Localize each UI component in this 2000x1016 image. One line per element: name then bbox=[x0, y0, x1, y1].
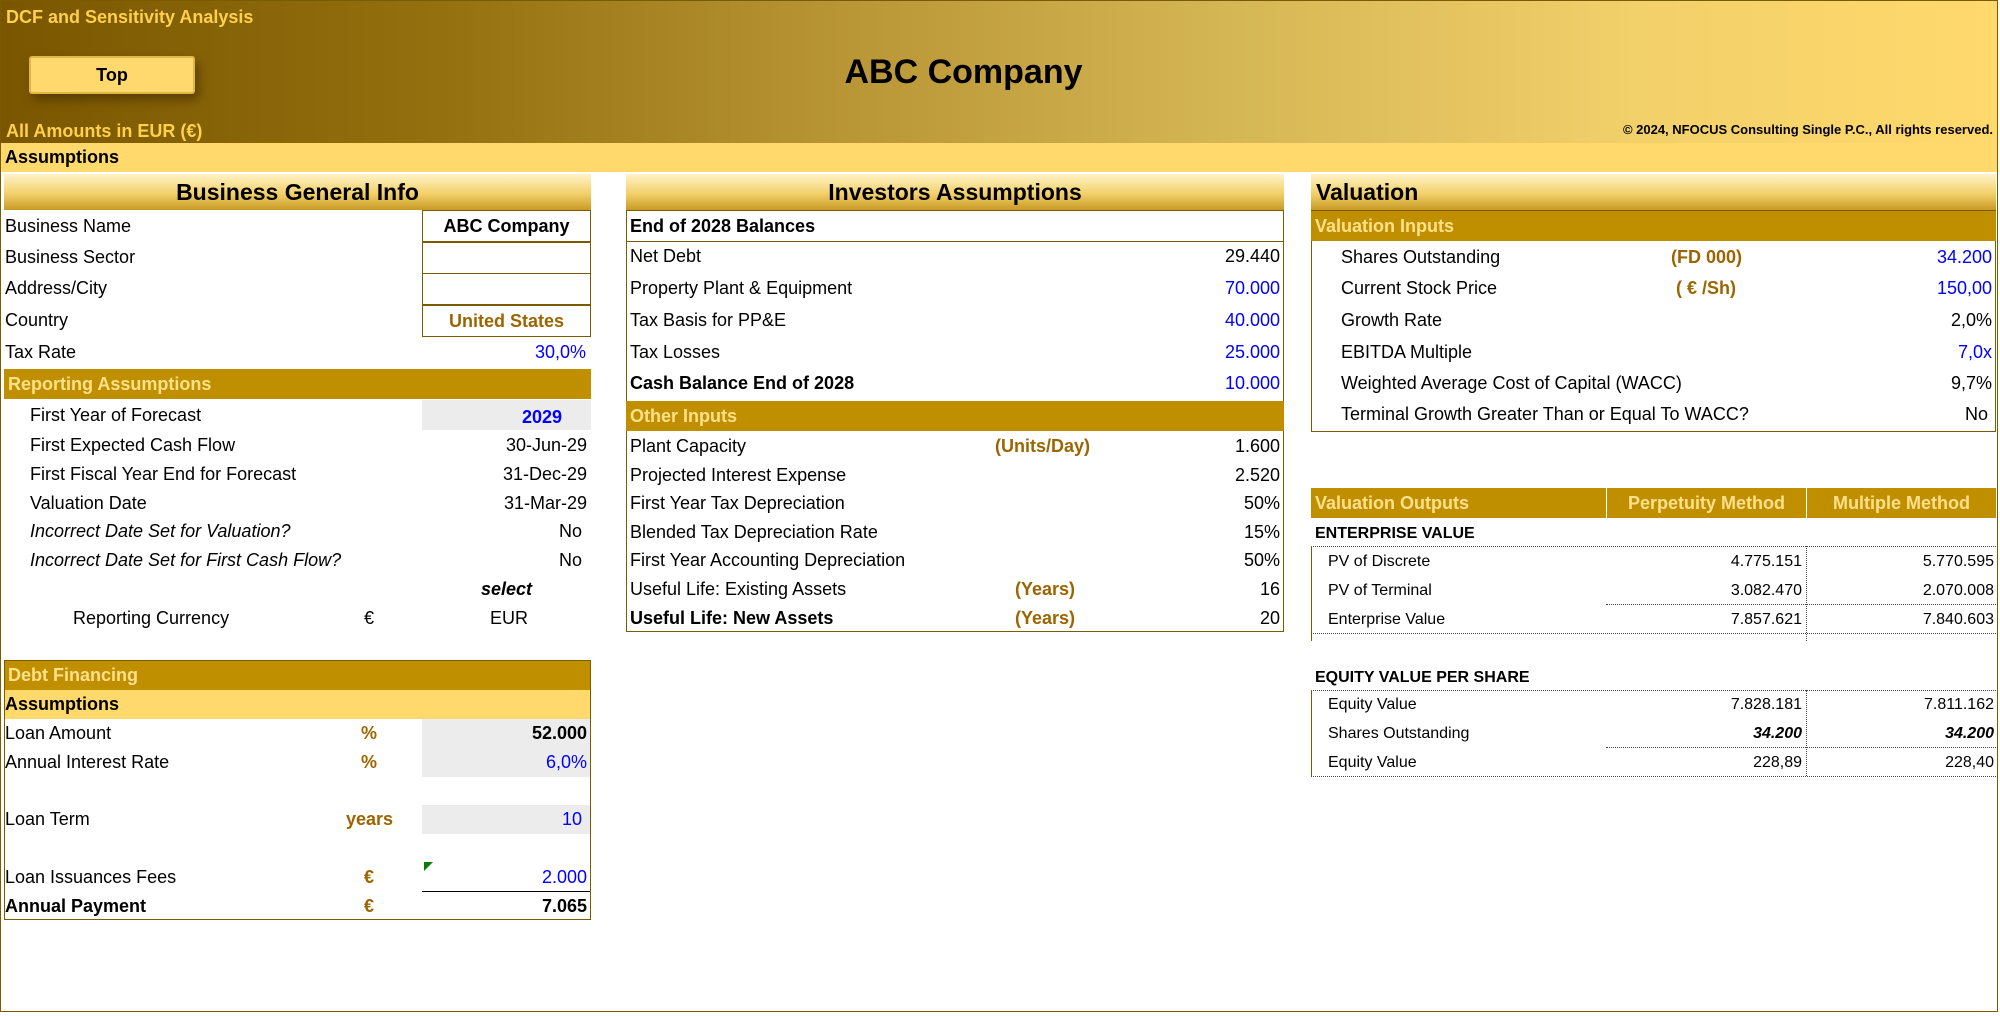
annual-payment-value: 7.065 bbox=[541, 896, 587, 916]
fiscal-year-end-label: First Fiscal Year End for Forecast bbox=[30, 464, 297, 484]
copyright-note: © 2024, NFOCUS Consulting Single P.C., All rights reserved. bbox=[1622, 122, 1993, 137]
reporting-currency-label: Reporting Currency bbox=[73, 608, 230, 628]
enterprise-value-multiple: 7.840.603 bbox=[1922, 611, 1994, 628]
multiple-column-header: Multiple Method bbox=[1806, 488, 1996, 518]
top-button[interactable]: Top bbox=[29, 56, 195, 94]
country-label: Country bbox=[5, 310, 69, 330]
net-debt-value: 29.440 bbox=[1224, 246, 1280, 266]
shares-outstanding-value[interactable]: 34.200 bbox=[1936, 247, 1992, 267]
shares-outstanding-label: Shares Outstanding bbox=[1341, 247, 1501, 267]
eq-shares-multiple: 34.200 bbox=[1945, 725, 1994, 742]
perpetuity-column-header: Perpetuity Method bbox=[1606, 488, 1806, 518]
first-year-tax-dep-value: 50% bbox=[1243, 493, 1280, 513]
useful-life-new-label: Useful Life: New Assets bbox=[630, 608, 834, 628]
equity-value-multiple: 7.811.162 bbox=[1924, 696, 1994, 713]
plant-capacity-label: Plant Capacity bbox=[630, 436, 747, 456]
terminal-growth-check-label: Terminal Growth Greater Than or Equal To WACC? bbox=[1341, 404, 1749, 424]
address-city-field[interactable] bbox=[422, 273, 591, 305]
equity-value-title: EQUITY VALUE PER SHARE bbox=[1315, 669, 1530, 686]
wacc-value: 9,7% bbox=[1950, 373, 1992, 393]
ebitda-multiple-value[interactable]: 7,0x bbox=[1957, 342, 1992, 362]
loan-fees-value[interactable]: 2.000 bbox=[541, 867, 587, 887]
valuation-date-label: Valuation Date bbox=[30, 493, 147, 513]
ev-left-rule bbox=[1311, 546, 1312, 641]
valuation-date-value: 31-Mar-29 bbox=[503, 493, 587, 513]
cash-balance-label: Cash Balance End of 2028 bbox=[630, 373, 855, 393]
debt-financing-box bbox=[4, 660, 591, 920]
cash-balance-value[interactable]: 10.000 bbox=[1224, 373, 1280, 393]
equity-per-share-multiple: 228,40 bbox=[1945, 754, 1994, 771]
annual-payment-unit: € bbox=[364, 896, 375, 916]
valuation-inputs-header: Valuation Inputs bbox=[1311, 211, 1996, 241]
pv-terminal-multiple: 2.070.008 bbox=[1922, 582, 1994, 599]
interest-expense-label: Projected Interest Expense bbox=[630, 465, 847, 485]
incorrect-valuation-date-label: Incorrect Date Set for Valuation? bbox=[30, 521, 291, 541]
annual-payment-label: Annual Payment bbox=[5, 896, 147, 916]
loan-fees-unit: € bbox=[364, 867, 375, 887]
incorrect-cash-flow-date-value: No bbox=[558, 550, 582, 570]
interest-rate-label: Annual Interest Rate bbox=[5, 752, 170, 772]
pv-discrete-multiple: 5.770.595 bbox=[1922, 553, 1994, 570]
blended-tax-dep-value: 15% bbox=[1243, 522, 1280, 542]
amounts-note: All Amounts in EUR (€) bbox=[6, 121, 203, 141]
country-field[interactable]: United States bbox=[422, 305, 591, 337]
other-inputs-header: Other Inputs bbox=[626, 401, 1284, 431]
first-cash-flow-value: 30-Jun-29 bbox=[505, 435, 587, 455]
first-year-label: First Year of Forecast bbox=[30, 405, 202, 425]
first-year-tax-dep-label: First Year Tax Depreciation bbox=[630, 493, 845, 513]
useful-life-new-unit: (Years) bbox=[1015, 608, 1076, 628]
useful-life-existing-unit: (Years) bbox=[1015, 579, 1076, 599]
debt-financing-header: Debt Financing bbox=[4, 660, 591, 690]
net-debt-label: Net Debt bbox=[630, 246, 702, 266]
first-cash-flow-label: First Expected Cash Flow bbox=[30, 435, 236, 455]
loan-amount-value[interactable]: 52.000 bbox=[531, 723, 587, 743]
plant-capacity-unit: (Units/Day) bbox=[995, 436, 1091, 456]
equity-value-perpetuity: 7.828.181 bbox=[1730, 696, 1802, 713]
shares-outstanding-unit: (FD 000) bbox=[1671, 247, 1743, 267]
tax-basis-label: Tax Basis for PP&E bbox=[630, 310, 787, 330]
growth-rate-value: 2,0% bbox=[1950, 310, 1992, 330]
ev-bottom-rule bbox=[1311, 633, 1996, 634]
currency-select[interactable]: EUR bbox=[490, 608, 529, 628]
ppe-value[interactable]: 70.000 bbox=[1224, 278, 1280, 298]
equity-per-share-label: Equity Value bbox=[1328, 754, 1417, 771]
business-sector-field[interactable] bbox=[422, 242, 591, 274]
growth-rate-label: Growth Rate bbox=[1341, 310, 1443, 330]
useful-life-existing-value: 16 bbox=[1259, 579, 1280, 599]
first-year-acct-dep-value: 50% bbox=[1243, 550, 1280, 570]
company-title: ABC Company bbox=[844, 53, 1083, 91]
tax-basis-value[interactable]: 40.000 bbox=[1224, 310, 1280, 330]
equity-per-share-perpetuity: 228,89 bbox=[1753, 754, 1802, 771]
eq-shares-outstanding-label: Shares Outstanding bbox=[1328, 725, 1470, 742]
ebitda-multiple-label: EBITDA Multiple bbox=[1341, 342, 1473, 362]
pv-terminal-perpetuity: 3.082.470 bbox=[1730, 582, 1802, 599]
loan-term-value[interactable]: 10 bbox=[561, 809, 582, 829]
debt-assumptions-label: Assumptions bbox=[5, 694, 120, 714]
loan-amount-unit: % bbox=[361, 723, 378, 743]
assumptions-bar: Assumptions bbox=[1, 143, 1997, 172]
pv-discrete-label: PV of Discrete bbox=[1328, 553, 1431, 570]
enterprise-value-perpetuity: 7.857.621 bbox=[1730, 611, 1802, 628]
select-label: select bbox=[480, 579, 532, 599]
first-year-acct-dep-label: First Year Accounting Depreciation bbox=[630, 550, 906, 570]
valuation-header: Valuation bbox=[1311, 174, 1996, 210]
incorrect-valuation-date-value: No bbox=[558, 521, 582, 541]
pv-discrete-perpetuity: 4.775.151 bbox=[1730, 553, 1802, 570]
loan-term-unit: years bbox=[346, 809, 394, 829]
tax-losses-label: Tax Losses bbox=[630, 342, 721, 362]
investors-header: Investors Assumptions bbox=[626, 174, 1284, 210]
address-city-label: Address/City bbox=[5, 278, 108, 298]
wacc-label: Weighted Average Cost of Capital (WACC) bbox=[1341, 373, 1682, 393]
business-name-field[interactable]: ABC Company bbox=[422, 210, 591, 242]
business-sector-label: Business Sector bbox=[5, 247, 136, 267]
loan-fees-label: Loan Issuances Fees bbox=[5, 867, 177, 887]
sheet-title: DCF and Sensitivity Analysis bbox=[6, 7, 254, 27]
useful-life-new-value: 20 bbox=[1259, 608, 1280, 628]
loan-term-label: Loan Term bbox=[5, 809, 90, 829]
business-name-label: Business Name bbox=[5, 216, 132, 236]
eq-bottom-rule bbox=[1311, 776, 1996, 777]
loan-amount-label: Loan Amount bbox=[5, 723, 112, 743]
business-info-header: Business General Info bbox=[4, 174, 591, 210]
tax-rate-value[interactable]: 30,0% bbox=[534, 342, 586, 362]
stock-price-label: Current Stock Price bbox=[1341, 278, 1498, 298]
eq-shares-perpetuity: 34.200 bbox=[1753, 725, 1802, 742]
stock-price-value[interactable]: 150,00 bbox=[1936, 278, 1992, 298]
incorrect-cash-flow-date-label: Incorrect Date Set for First Cash Flow? bbox=[30, 550, 342, 570]
blended-tax-dep-label: Blended Tax Depreciation Rate bbox=[630, 522, 878, 542]
fiscal-year-end-value: 31-Dec-29 bbox=[502, 464, 587, 484]
enterprise-value-title: ENTERPRISE VALUE bbox=[1315, 525, 1475, 542]
tax-rate-label: Tax Rate bbox=[5, 342, 77, 362]
terminal-growth-check-value: No bbox=[1964, 404, 1988, 424]
ppe-label: Property Plant & Equipment bbox=[630, 278, 853, 298]
currency-symbol: € bbox=[364, 608, 375, 628]
eq-left-rule bbox=[1311, 690, 1312, 776]
interest-expense-value: 2.520 bbox=[1234, 465, 1280, 485]
balances-title: End of 2028 Balances bbox=[630, 216, 816, 236]
first-year-value[interactable]: 2029 bbox=[521, 407, 562, 427]
interest-rate-unit: % bbox=[361, 752, 378, 772]
interest-rate-value[interactable]: 6,0% bbox=[545, 752, 587, 772]
pv-terminal-label: PV of Terminal bbox=[1328, 582, 1432, 599]
header-banner bbox=[1, 1, 1997, 143]
stock-price-unit: ( € /Sh) bbox=[1676, 278, 1737, 298]
valuation-outputs-header: Valuation Outputs bbox=[1311, 488, 1996, 518]
tax-losses-value[interactable]: 25.000 bbox=[1224, 342, 1280, 362]
equity-value-label: Equity Value bbox=[1328, 696, 1417, 713]
enterprise-value-label: Enterprise Value bbox=[1328, 611, 1446, 628]
plant-capacity-value: 1.600 bbox=[1234, 436, 1280, 456]
useful-life-existing-label: Useful Life: Existing Assets bbox=[630, 579, 847, 599]
reporting-assumptions-header: Reporting Assumptions bbox=[4, 369, 591, 399]
